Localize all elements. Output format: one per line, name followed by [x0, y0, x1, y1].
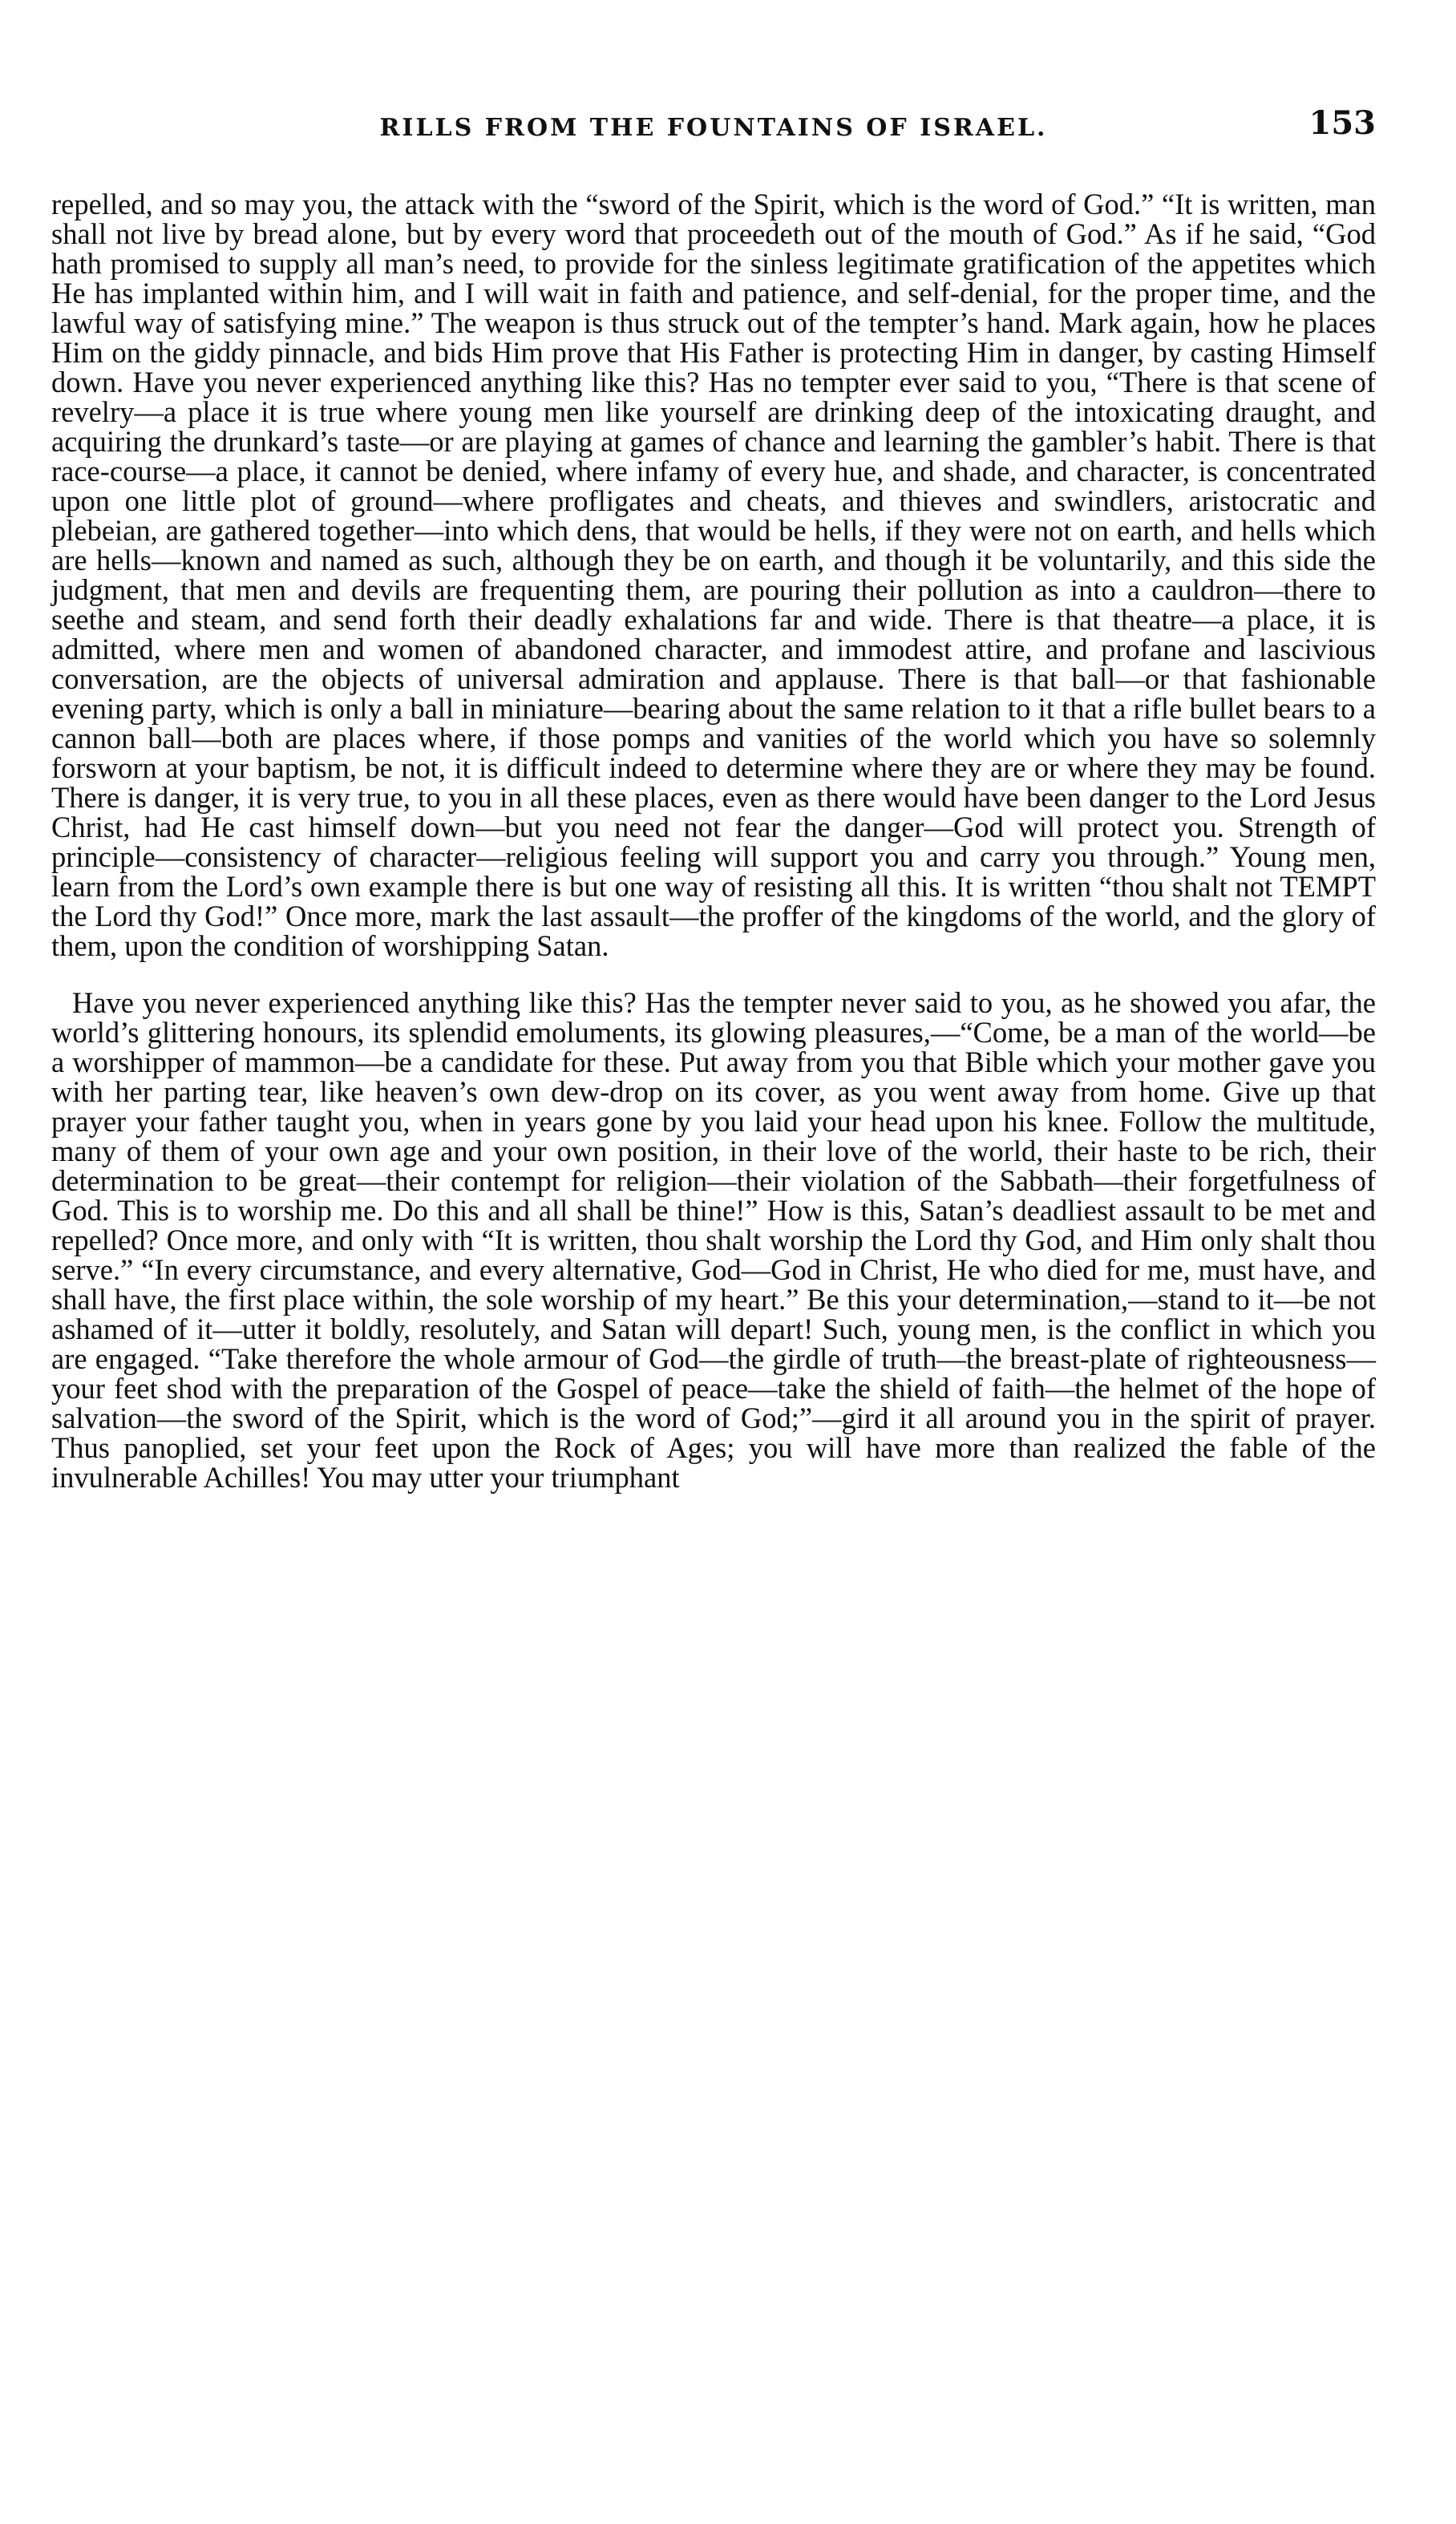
running-title: RILLS FROM THE FOUNTAINS OF ISRAEL. — [379, 114, 1048, 142]
running-head — [51, 104, 1376, 152]
paragraph: Have you never experienced anything like this? Has the tempter never said to you, as he showed you afar, the world’s glittering honours, its splendid emoluments, its glowing pleasures,—“Come, be a man of the world—be a worshipper of mammon—be a candidate for these. Put away from you that Bible which your mother gave you with her parting tear, like heaven’s own dew-drop on its cover, as you went away from home. Give up that prayer your father taught you, when in years gone by you laid your head upon his knee. Follow the multitude, many of them of your own age and your own position, in their love of the world, their haste to be rich, their determination to be great—their contempt for religion—their violation of the Sabbath—their forgetfulness of God. This is to worship me. Do this and all shall be thine!” How is this, Satan’s deadliest assault to be met and repelled? Once more, and only with “It is written, thou shalt worship the Lord thy God, and Him only shalt thou serve.” “In every circumstance, and every alternative, God—God in Christ, He who died for me, must have, and shall have, the first place within, the sole worship of my heart.” Be this your determination,—stand to it—be not ashamed of it—utter it boldly, resolutely, and Satan will depart! Such, young men, is the conflict in which you are engaged. “Take therefore the whole armour of God—the girdle of truth—the breast-plate of righteousness—your feet shod with the preparation of the Gospel of peace—take the shield of faith—the helmet of the hope of salvation—the sword of the Spirit, which is the word of God;”—gird it all around you in the spirit of prayer. Thus panoplied, set your feet upon the Rock of Ages; you will have more than realized the fable of the invulnerable Achilles! You may utter your triumphant — [51, 986, 1376, 1494]
paragraph-continued: repelled, and so may you, the attack with the “sword of the Spirit, which is the word of God.” “It is written, man shall not live by bread alone, but by every word that proceedeth out of the mouth of God.” As if he said, “God hath promised to supply all man’s need, to provide for the sinless legitimate gratification of the appetites which He has implanted within him, and I will wait in faith and patience, and self-denial, for the proper time, and the lawful way of satisfying mine.” The weapon is thus struck out of the tempter’s hand. Mark again, how he places Him on the giddy pinnacle, and bids Him prove that His Father is protecting Him in danger, by casting Himself down. Have you never experienced anything like this? Has no tempter ever said to you, “There is that scene of revelry—a place it is true where young men like yourself are drinking deep of the intoxicating draught, and acquiring the drunkard’s taste—or are playing at games of chance and learning the gambler’s habit. There is that race-course—a place, it cannot be denied, where infamy of every hue, and shade, and character, is concentrated upon one little plot of ground—where profligates and cheats, and thieves and swindlers, aristocratic and plebeian, are gathered together—into which dens, that would be hells, if they were not on earth, and hells which are hells—known and named as such, although they be on earth, and though it be voluntarily, and this side the judgment, that men and devils are frequenting them, are pouring their pollution as into a cauldron—there to seethe and steam, and send forth their deadly exhalations far and wide. There is that theatre—a place, it is admitted, where men and women of abandoned character, and immodest attire, and profane and lascivious conversation, are the objects of universal admiration and applause. There is that ball—or that fashionable evening party, which is only a ball in miniature—bearing about the same relation to it that a rifle bullet bears to a cannon ball—both are places where, if those pomps and vanities of the world which you have so solemnly forsworn at your baptism, be not, it is difficult indeed to determine where they are or where they may be found. There is danger, it is very true, to you in all these places, even as there would have been danger to the Lord Jesus Christ, had He cast himself down—but you need not fear the danger—God will protect you. Strength of principle—consistency of character—religious feeling will support you and carry you through.” Young men, learn from the Lord’s own example there is but one way of resisting all this. It is written “thou shalt not TEMPT the Lord thy God!” Once more, mark the last assault—the proffer of the kingdoms of the world, and the glory of them, upon the condition of worshipping Satan. — [51, 188, 1376, 962]
book-page — [51, 104, 1376, 2461]
body-text — [51, 189, 1376, 1492]
page-number: 153 — [1308, 104, 1376, 142]
